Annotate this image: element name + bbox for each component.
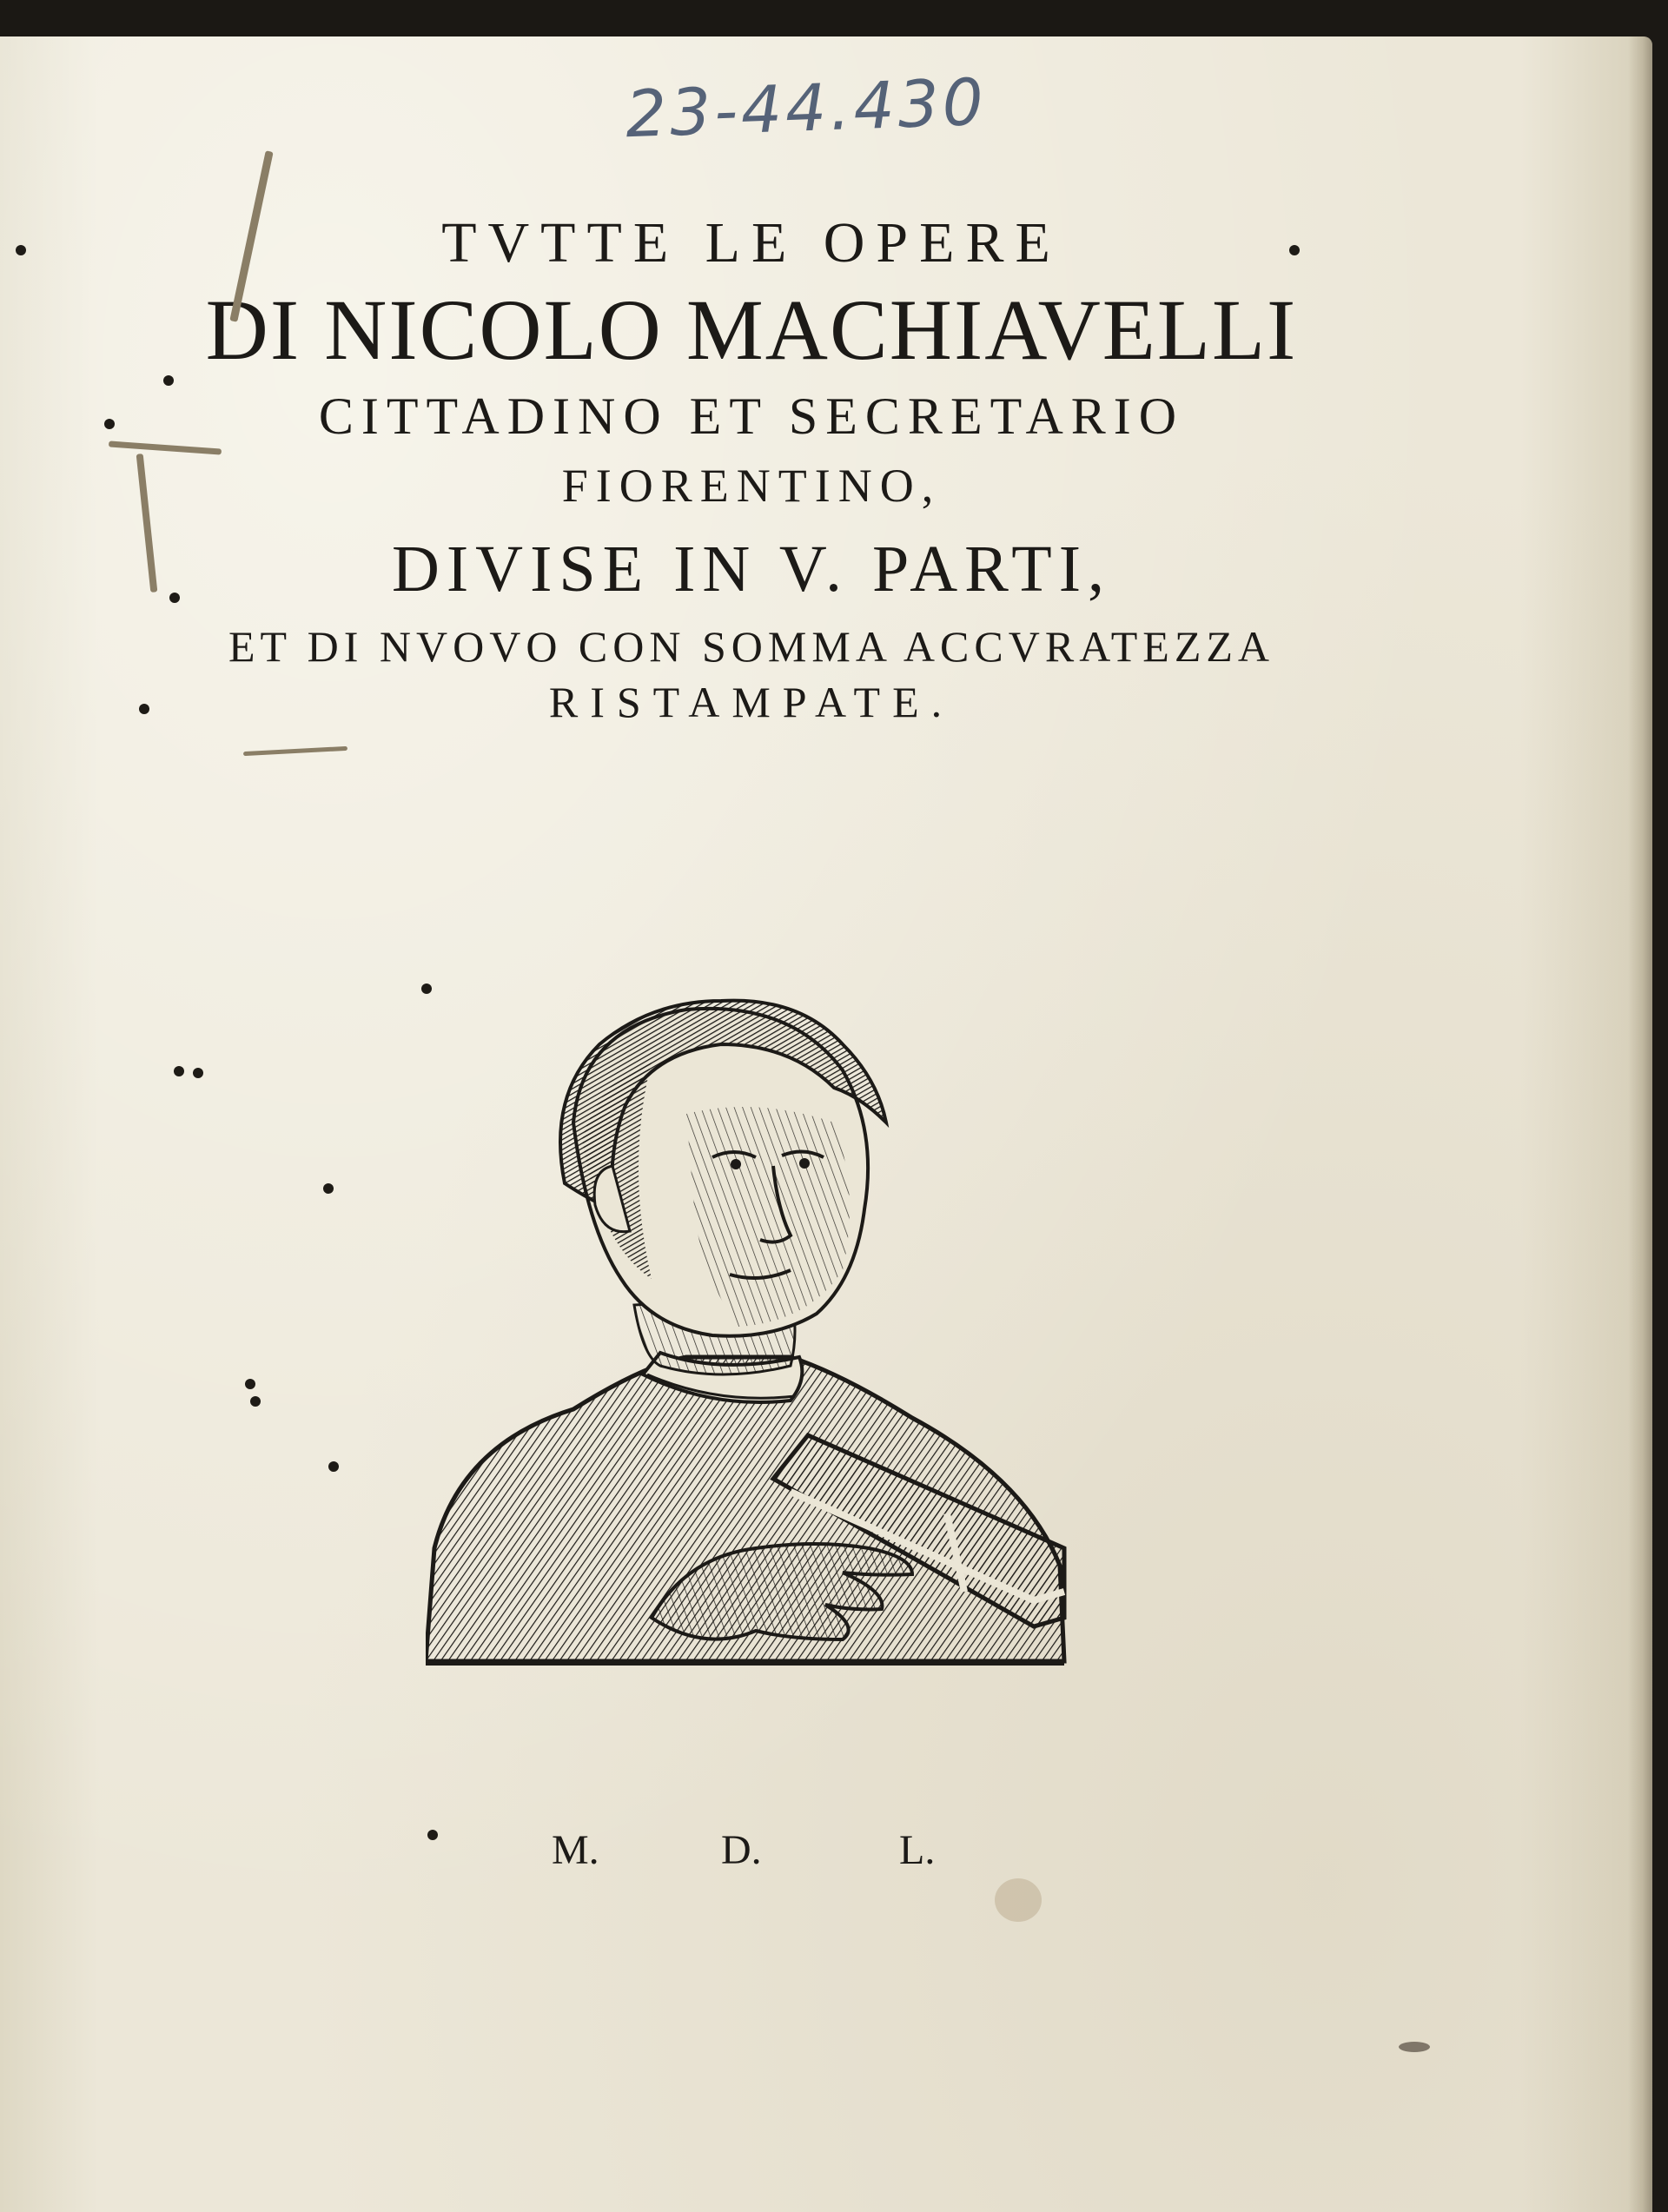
woodcut-portrait-icon [426,992,1069,1670]
title-line-author: DI NICOLO MACHIAVELLI [205,281,1298,378]
title-line-nuovo: ET DI NVOVO CON SOMMA ACCVRATEZZA [228,622,1275,671]
imprint-l: L. [899,1827,936,1873]
title-line-divise: DIVISE IN V. PARTI, [391,533,1112,606]
wormhole [1289,245,1300,255]
thread-mark [243,746,348,756]
wormhole [250,1396,261,1407]
shelfmark: 23-44.430 [624,64,989,153]
wormhole [139,704,149,714]
paper-stain [1399,2042,1430,2052]
title-page [0,36,1652,2212]
wormhole [193,1068,203,1078]
title-line-cittadino: CITTADINO ET SECRETARIO [318,387,1185,445]
wormhole [427,1830,438,1840]
title-line-opere: TVTTE LE OPERE [441,211,1062,275]
page-edge [1628,36,1652,2212]
title-line-fiorentino: FIORENTINO, [561,460,942,512]
wormhole [169,593,180,603]
wormhole [163,375,174,386]
wormhole [174,1066,184,1076]
wormhole [104,419,115,429]
wormhole [323,1183,334,1194]
wormhole [421,983,432,994]
imprint-m: M. [552,1827,599,1873]
imprint-d: D. [721,1827,762,1873]
wormhole [245,1379,255,1389]
title-line-ristampate: RISTAMPATE. [548,678,955,726]
title-block [0,210,1503,727]
wormhole [16,245,26,255]
wormhole [328,1461,339,1472]
paper-stain [995,1878,1042,1922]
